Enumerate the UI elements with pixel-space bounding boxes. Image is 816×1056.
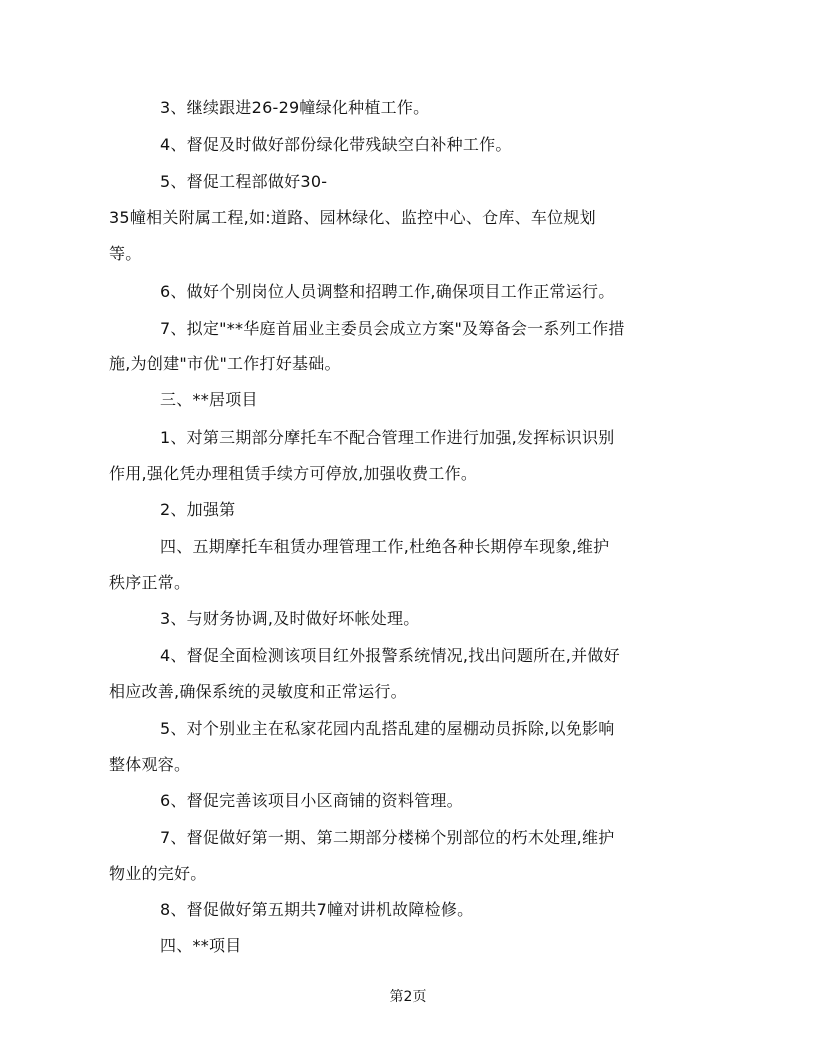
paragraph-line: 5、督促工程部做好30- — [160, 172, 328, 191]
paragraph-line: 3、继续跟进26-29幢绿化种植工作。 — [160, 98, 430, 117]
paragraph-line: 6、做好个别岗位人员调整和招聘工作,确保项目工作正常运行。 — [160, 282, 615, 301]
paragraph-line: 7、拟定"**华庭首届业主委员会成立方案"及筹备会一系列工作措 — [160, 319, 625, 338]
paragraph-line: 等。 — [109, 244, 142, 263]
paragraph-line: 7、督促做好第一期、第二期部分楼梯个别部位的朽木处理,维护 — [160, 828, 615, 847]
paragraph-line: 4、督促全面检测该项目红外报警系统情况,找出问题所在,并做好 — [160, 646, 620, 665]
paragraph-line: 3、与财务协调,及时做好坏帐处理。 — [160, 609, 420, 628]
section-heading: 四、**项目 — [160, 936, 242, 955]
paragraph-line: 6、督促完善该项目小区商铺的资料管理。 — [160, 791, 463, 810]
section-heading: 三、**居项目 — [160, 390, 258, 409]
paragraph-line: 物业的完好。 — [109, 864, 207, 883]
paragraph-line: 5、对个别业主在私家花园内乱搭乱建的屋棚动员拆除,以免影响 — [160, 719, 615, 738]
page-number: 第2页 — [389, 989, 427, 1005]
paragraph-line: 施,为创建"市优"工作打好基础。 — [109, 354, 341, 373]
paragraph-line: 作用,强化凭办理租赁手续方可停放,加强收费工作。 — [109, 464, 478, 483]
paragraph-line: 四、五期摩托车租赁办理管理工作,杜绝各种长期停车现象,维护 — [160, 537, 610, 556]
paragraph-line: 整体观容。 — [109, 755, 191, 774]
paragraph-line: 4、督促及时做好部份绿化带残缺空白补种工作。 — [160, 135, 512, 154]
paragraph-line: 8、督促做好第五期共7幢对讲机故障检修。 — [160, 900, 474, 919]
paragraph-line: 2、加强第 — [160, 500, 236, 519]
paragraph-line: 秩序正常。 — [109, 573, 191, 592]
paragraph-line: 1、对第三期部分摩托车不配合管理工作进行加强,发挥标识识别 — [160, 428, 615, 447]
paragraph-line: 35幢相关附属工程,如:道路、园林绿化、监控中心、仓库、车位规划 — [109, 208, 596, 227]
paragraph-line: 相应改善,确保系统的灵敏度和正常运行。 — [109, 682, 407, 701]
